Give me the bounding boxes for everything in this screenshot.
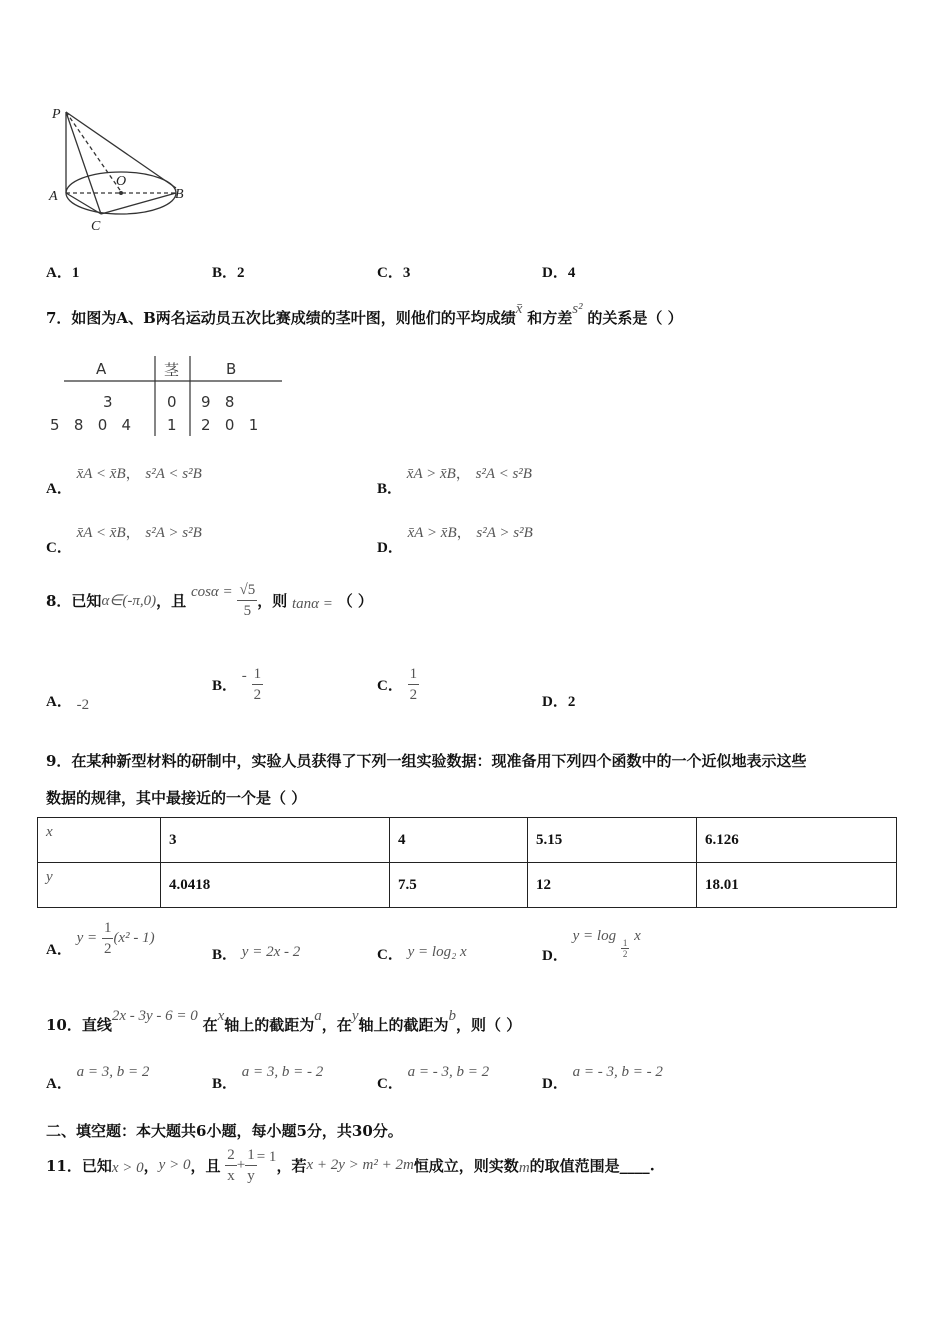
q8-option-a[interactable]: A． -2 [46,694,90,713]
table-cell: 6.126 [697,818,897,863]
q6-option-c[interactable]: C．3 [377,265,411,281]
table-cell: 5.15 [528,818,697,863]
table-cell: 4.0418 [161,863,390,908]
section-2-title: 二、填空题：本大题共6小题，每小题5分，共30分。 [46,1122,403,1140]
q7-stem: 7．如图为A、B两名运动员五次比赛成绩的茎叶图，则他们的平均成绩x̄ 和方差s² 的关系是（ ） [46,301,683,327]
q9-stem-line2: 数据的规律，其中最接近的一个是（ ） [46,789,307,807]
q9-option-d[interactable]: D． y = log $\frac{1}{2}$ x [542,928,641,964]
q11-stem: 11．已知x > 0，y > 0，且 $\frac{2}{x}$ + $\frac{1}{y}$ = 1，若x + 2y > m² + 2m恒成立，则实数m的取值范围是____. [46,1147,655,1184]
q7-option-b[interactable]: B． x̄A > x̄B， s²A < s²B [377,466,532,497]
row2-left: 5 8 0 4 [50,416,132,434]
q9-stem-line1: 9．在某种新型材料的研制中，实验人员获得了下列一组实验数据：现准备用下列四个函数中的一个近似地表示这些 [46,752,807,770]
cone-figure [44,100,194,235]
q10-option-c[interactable]: C． a = - 3, b = 2 [377,1064,490,1092]
q8-stem: 8．已知α∈(-π,0)，且 cosα = $\frac{√5}{5}$ ，则 tanα = （ ） [46,582,373,619]
row1-right: 9 8 [201,393,235,411]
header-b: B [226,360,237,378]
q9-option-c[interactable]: C． y = log₂ x [377,944,467,963]
header-stem: 茎 [164,361,180,379]
q9-option-a[interactable]: A． y = $\frac{1}{2}$ (x² - 1) [46,920,155,958]
label-a: A [49,189,58,204]
table-cell: 7.5 [390,863,528,908]
label-p: P [52,107,61,122]
q8-option-b[interactable]: B． - $\frac{1}{2}$ [212,666,262,703]
q10-option-d[interactable]: D． a = - 3, b = - 2 [542,1064,663,1092]
table-row [38,818,897,863]
row1-stem: 0 [167,393,177,411]
table-cell: 4 [390,818,528,863]
q9-data-table [37,817,897,908]
q7-option-c[interactable]: C． x̄A < x̄B， s²A > s²B [46,525,202,556]
q7-option-a[interactable]: A． x̄A < x̄B， s²A < s²B [46,466,202,497]
table-cell: 12 [528,863,697,908]
label-c: C [91,219,101,234]
row2-right: 2 0 1 [201,416,259,434]
q8-option-d[interactable]: D．2 [542,694,576,710]
table-cell: 3 [161,818,390,863]
table-cell: y [38,863,161,908]
header-a: A [96,360,107,378]
q10-stem: 10．直线2x - 3y - 6 = 0 在x轴上的截距为a，在y轴上的截距为b，则（ ） [46,1008,522,1034]
label-b: B [175,187,184,202]
q6-option-b[interactable]: B．2 [212,265,245,281]
q7-option-d[interactable]: D． x̄A > x̄B， s²A > s²B [377,525,533,556]
row1-left: 3 [103,393,113,411]
table-row [38,863,897,908]
q9-option-b[interactable]: B． y = 2x - 2 [212,944,301,963]
answer-blank[interactable]: ____ [619,1156,650,1175]
q10-option-a[interactable]: A． a = 3, b = 2 [46,1064,150,1092]
q6-option-d[interactable]: D．4 [542,265,576,281]
q8-option-c[interactable]: C． $\frac{1}{2}$ [377,666,418,703]
q6-option-a[interactable]: A．1 [46,265,80,281]
stem-leaf-plot [48,356,288,441]
q10-option-b[interactable]: B． a = 3, b = - 2 [212,1064,324,1092]
table-cell: 18.01 [697,863,897,908]
row2-stem: 1 [167,416,177,434]
label-o: O [116,174,127,189]
table-cell: x [38,818,161,863]
